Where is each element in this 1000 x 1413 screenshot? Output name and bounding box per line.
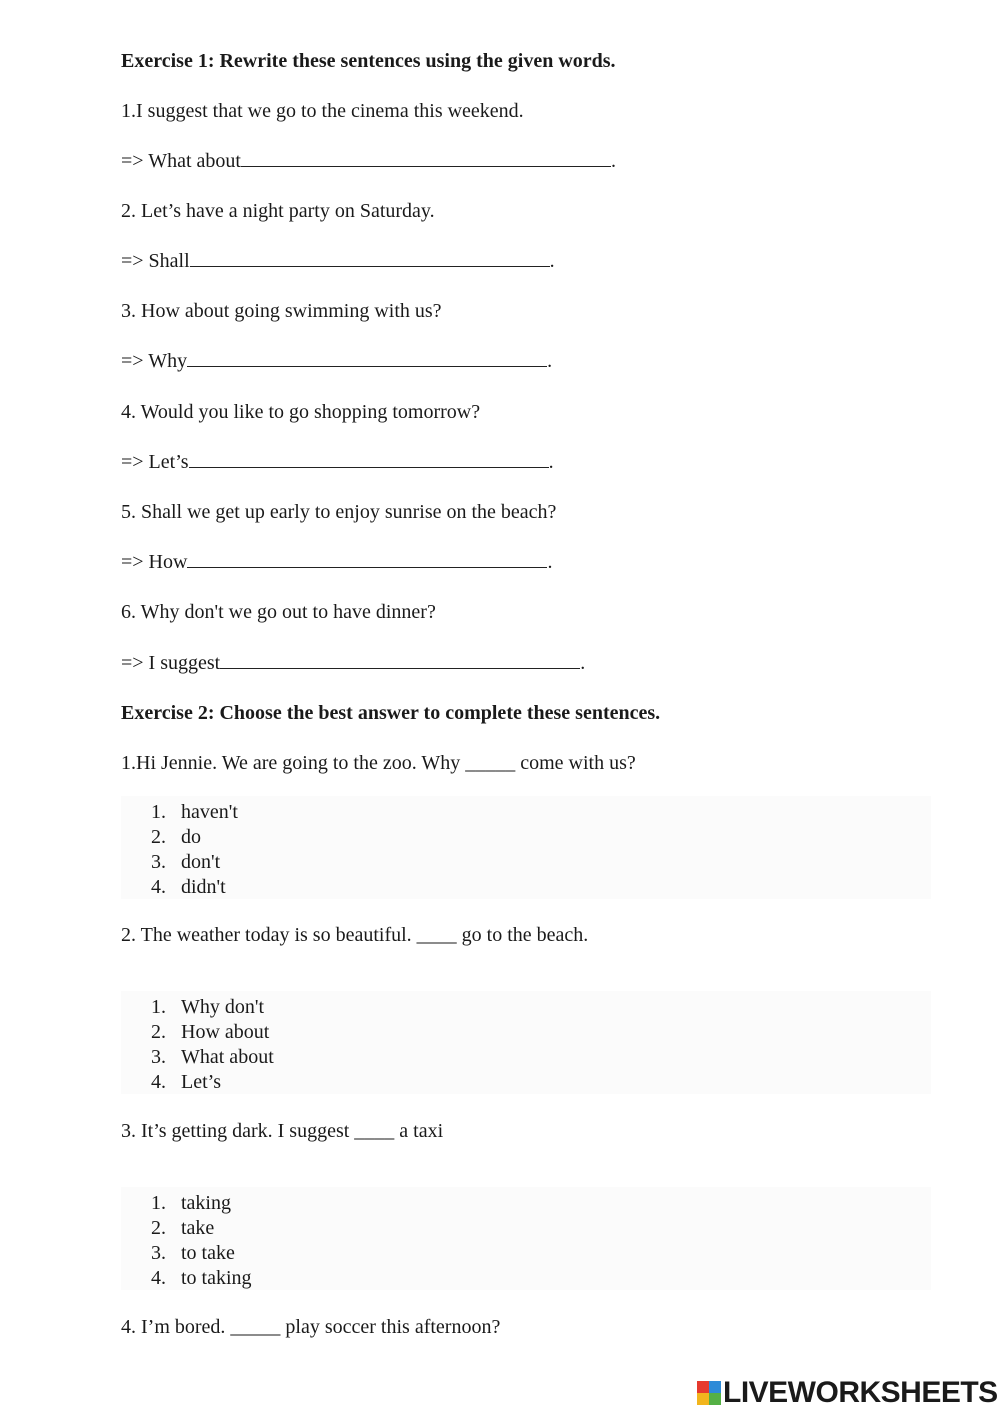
answer-prompt: => What about (121, 150, 241, 172)
option[interactable]: 1. haven't (151, 801, 238, 823)
exercise2-question-3: 3. It’s getting dark. I suggest ____ a taxi (121, 1120, 444, 1142)
answer-blank-5[interactable] (187, 550, 547, 568)
option[interactable]: 2. do (151, 826, 201, 848)
exercise1-answer-row-3 (121, 349, 552, 373)
end-mark: . (547, 551, 553, 573)
option[interactable]: 4. to taking (151, 1267, 252, 1289)
question-1-options (121, 796, 931, 899)
end-mark: . (610, 150, 616, 172)
answer-prompt: => Let’s (121, 451, 189, 473)
option[interactable]: 3. What about (151, 1046, 274, 1068)
exercise1-answer-row-2 (121, 249, 555, 273)
option[interactable]: 4. Let’s (151, 1071, 221, 1093)
logo-text: LIVEWORKSHEETS (723, 1376, 998, 1409)
answer-blank-4[interactable] (189, 450, 549, 468)
question-3-options (121, 1187, 931, 1290)
option[interactable]: 2. How about (151, 1021, 270, 1043)
exercise2-question-4: 4. I’m bored. _____ play soccer this afternoon? (121, 1316, 501, 1338)
question-2-options (121, 991, 931, 1094)
exercise1-sentence-3: 3. How about going swimming with us? (121, 300, 442, 322)
exercise1-sentence-5: 5. Shall we get up early to enjoy sunrise on the beach? (121, 501, 557, 523)
option[interactable]: 1. taking (151, 1192, 231, 1214)
exercise1-sentence-1: 1.I suggest that we go to the cinema this weekend. (121, 100, 524, 122)
answer-prompt: => I suggest (121, 652, 221, 674)
exercise1-sentence-6: 6. Why don't we go out to have dinner? (121, 601, 436, 623)
answer-prompt: => Shall (121, 250, 190, 272)
exercise1-answer-row-1 (121, 149, 616, 173)
exercise2-question-2: 2. The weather today is so beautiful. ____ go to the beach. (121, 924, 589, 946)
exercise1-title: Exercise 1: Rewrite these sentences using the given words. (121, 50, 616, 72)
exercise2-question-1: 1.Hi Jennie. We are going to the zoo. Why _____ come with us? (121, 752, 636, 774)
answer-blank-6[interactable] (220, 651, 580, 669)
exercise1-sentence-4: 4. Would you like to go shopping tomorrow? (121, 401, 481, 423)
exercise1-answer-row-6 (121, 651, 585, 675)
answer-blank-2[interactable] (190, 249, 550, 267)
exercise1-sentence-2: 2. Let’s have a night party on Saturday. (121, 200, 435, 222)
answer-prompt: => How (121, 551, 188, 573)
option[interactable]: 3. don't (151, 851, 221, 873)
answer-blank-1[interactable] (241, 149, 611, 167)
liveworksheets-logo (697, 1378, 998, 1408)
option[interactable]: 4. didn't (151, 876, 226, 898)
liveworksheets-logo-icon (697, 1381, 721, 1405)
end-mark: . (547, 350, 553, 372)
answer-blank-3[interactable] (187, 349, 547, 367)
end-mark: . (549, 250, 555, 272)
end-mark: . (548, 451, 554, 473)
end-mark: . (580, 652, 586, 674)
option[interactable]: 3. to take (151, 1242, 235, 1264)
exercise1-answer-row-4 (121, 450, 554, 474)
exercise1-answer-row-5 (121, 550, 552, 574)
option[interactable]: 1. Why don't (151, 996, 265, 1018)
exercise2-title: Exercise 2: Choose the best answer to complete these sentences. (121, 702, 661, 724)
option[interactable]: 2. take (151, 1217, 215, 1239)
answer-prompt: => Why (121, 350, 188, 372)
